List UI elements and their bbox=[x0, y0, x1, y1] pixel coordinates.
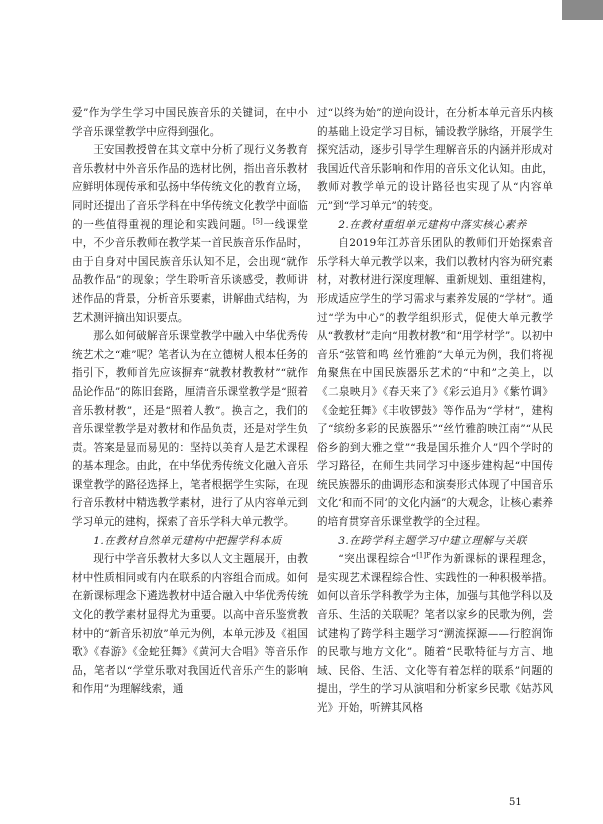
right-column bbox=[317, 104, 553, 718]
citation-ref: [1]P bbox=[416, 551, 431, 560]
citation-ref: [5] bbox=[252, 217, 263, 226]
paragraph-text: 作为新课标的课程理念，是实现艺术课程综合性、实践性的一种积极举措。如何以音乐学科教学为主体，加强与其他学科以及音乐、生活的关联呢？笔者以家乡的民歌为例，尝试建构了跨学科主题学习“溯流探源——行腔润饰的民歌与地方文化”。随着“民歌特征与方言、地域、民俗、生活、文化等有着怎样的联系”问题的提出，学生的学习从演唱和分析家乡民歌《姑苏风光》开始，听辨其风格 bbox=[317, 553, 554, 714]
paragraph-text: 王安国教授曾在其文章中分析了现行义务教育音乐教材中外音乐作品的选材比例，指出音乐教材应鲜明体现传承和弘扬中华传统文化的教育立场，同时还提出了音乐学科在中华传统文化教学中面临的一些值得重视的理论和实践问题。 bbox=[72, 144, 308, 231]
section-heading: 3.在跨学科主题学习中建立理解与关联 bbox=[338, 534, 527, 547]
paragraph-text: “突出课程综合” bbox=[338, 553, 417, 566]
section-heading: 2.在教材重组单元建构中落实核心素养 bbox=[338, 218, 527, 231]
section-heading: 1.在教材自然单元建构中把握学科本质 bbox=[93, 534, 282, 547]
paragraph: 自2019年江苏音乐团队的教师们开始探索音乐学科大单元教学以来，我们以教材内容为研究素材，对教材进行深度理解、重新规划、重组建构，形成适应学生的学习需求与素养发展的“学材”。通过“学为中心”的教学组织形式，促使大单元教学从“教教材”走向“用教材教”和“用学材学”。以初中音乐“弦管和鸣 丝竹雅韵”大单元为例，我们将视角聚焦在中国民族器乐艺术的“中和”之美上，以《二泉映月》《春天来了》《彩云追月》《紫竹调》《金蛇狂舞》《丰收锣鼓》等作品为“学材”，建构了“缤纷多彩的民族器乐”“丝竹雅韵映江南”“从民俗乡韵到大雅之堂”“我是国乐推介人”四个学时的学习路径，在师生共同学习中逐步建构起“中国传统民族器乐的曲调形态和演奏形式体现了中国音乐文化‘和而不同’的文化内涵”的大观念，让核心素养的培育贯穿音乐课堂教学的全过程。 bbox=[317, 237, 553, 529]
paragraph bbox=[72, 141, 308, 327]
paragraph: 现行中学音乐教材大多以人文主题展开，由教材中性质相同或有内在联系的内容组合而成。如何在新课标理念下遴选教材中适合融入中华优秀传统文化的教学素材显得尤为重要。以高中音乐鉴赏教材中的“新音乐初放”单元为例，本单元涉及《祖国歌》《春游》《金蛇狂舞》《黄河大合唱》等音乐作品，笔者以“学堂乐歌对我国近代音乐产生的影响和作用”为理解线索，通 bbox=[72, 553, 308, 696]
paragraph-text: 一线课堂中，不少音乐教师在教学某一首民族音乐作品时，由于自身对中国民族音乐认知不足，会出现“就作品教作品”的现象；学生聆听音乐谈感受，教师讲述作品的背景，分析音乐要素，讲解曲式结构，为艺术测评摘出知识要点。 bbox=[72, 218, 309, 324]
paragraph bbox=[317, 550, 553, 717]
paragraph: 那么如何破解音乐课堂教学中融入中华优秀传统艺术之“难”呢？笔者认为在立德树人根本任务的指引下，教师首先应该摒弃“就教材教教材”“就作品论作品”的陈旧套路，厘清音乐课堂教学是“照着音乐教材教”，还是“照着人教”。换言之，我们的音乐课堂教学是对教材和作品负责，还是对学生负责。答案是显而易见的：坚持以美育人是艺术课程的基本理念。由此，在中华优秀传统文化融入音乐课堂教学的路径选择上，笔者根据学生实际，在现行音乐教材中精选教学素材，进行了从内容单元到学习单元的建构，探索了音乐学科大单元教学。 bbox=[72, 330, 308, 529]
corner-tab bbox=[562, 0, 603, 20]
left-column bbox=[72, 104, 308, 699]
paragraph: 过“以终为始”的逆向设计，在分析本单元音乐内核的基础上设定学习目标，铺设教学脉络，开展学生探究活动，逐步引导学生理解音乐的内涵并形成对我国近代音乐影响和作用的音乐文化认知。由此，教师对教学单元的设计路径也实现了从“内容单元”到“学习单元”的转变。 bbox=[317, 107, 553, 212]
paragraph: 爱”作为学生学习中国民族音乐的关键词，在中小学音乐课堂教学中应得到强化。 bbox=[72, 107, 308, 138]
page-number: 51 bbox=[509, 797, 522, 808]
